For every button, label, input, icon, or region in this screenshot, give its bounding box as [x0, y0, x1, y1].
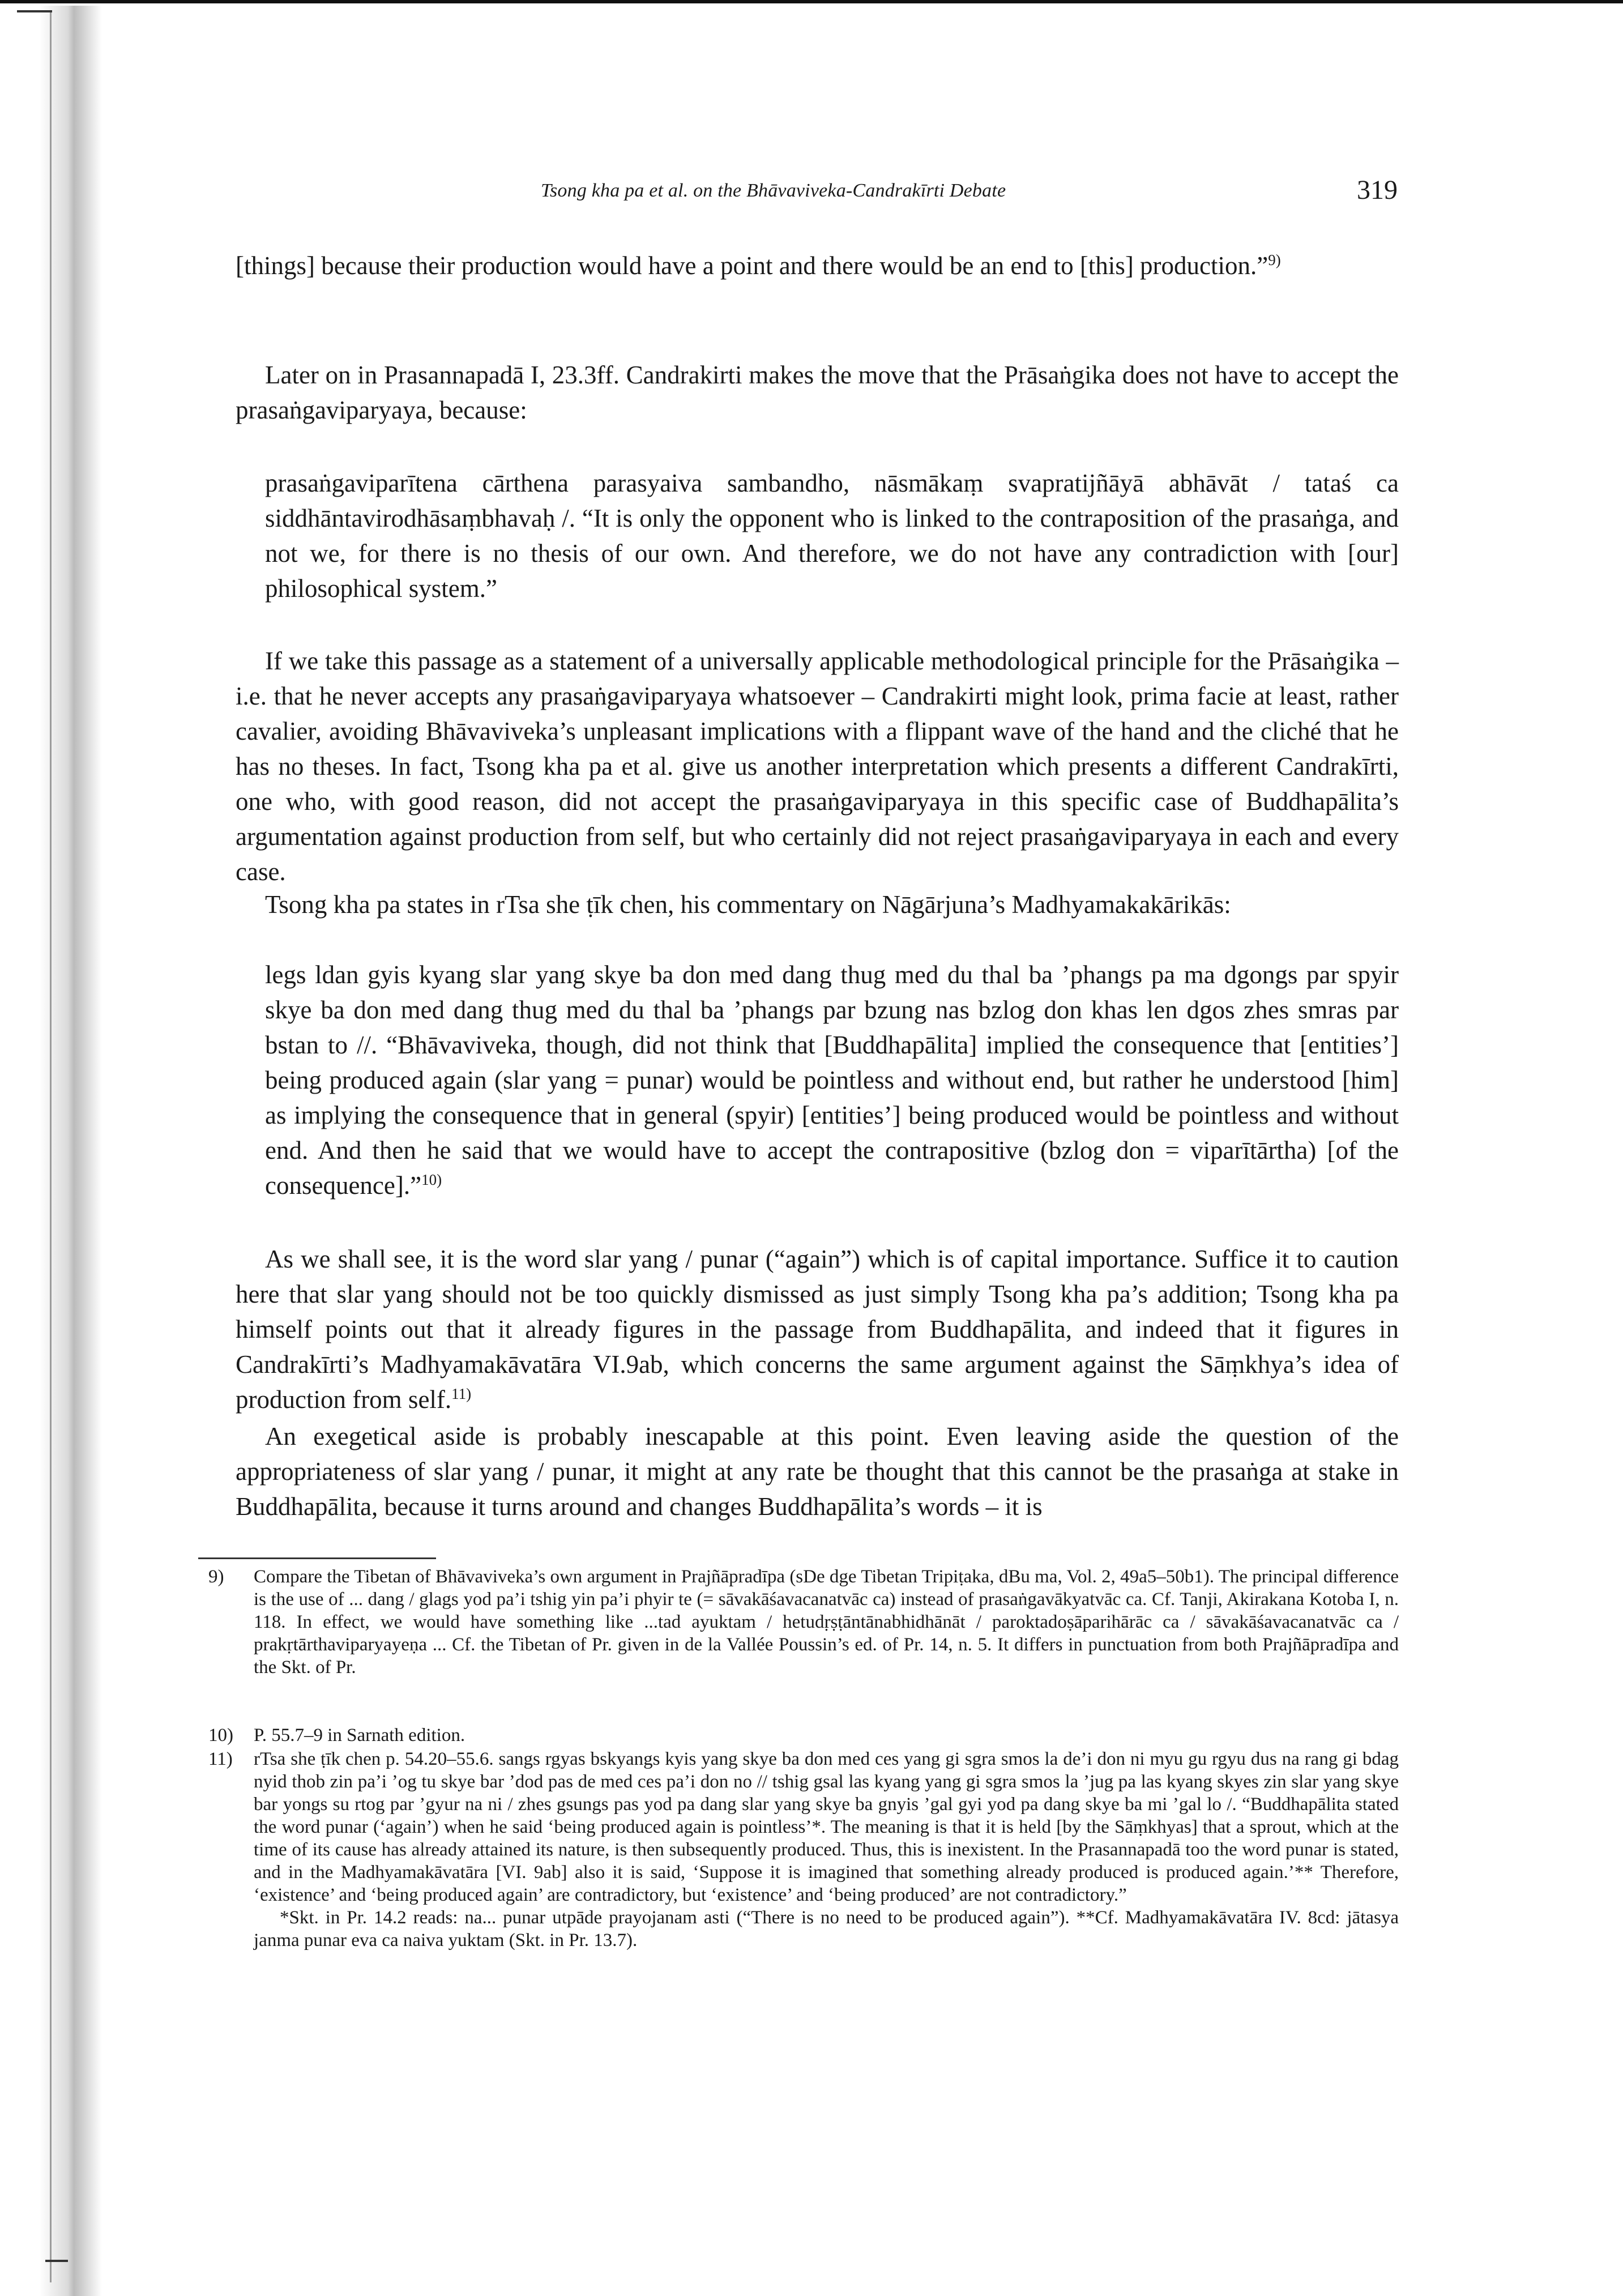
- scan-binding-mark: [45, 2260, 68, 2262]
- footnote: [208, 1748, 1399, 1952]
- block-quote: prasaṅgaviparītena cārthena parasyaiva sambandho, nāsmākaṃ svapratijñāyā abhāvāt / tataś ca siddhāntavirodhāsaṃbhavaḥ /. “It is only the opponent who is linked to the contraposition of the prasaṅga, and not we, for there is no thesis of our own. And therefore, we do not have any contradiction with [our] philosophical system.”: [265, 469, 1399, 603]
- running-head: Tsong kha pa et al. on the Bhāvaviveka-Candrakīrti Debate: [541, 180, 1006, 201]
- paragraph: Later on in Prasannapadā I, 23.3ff. Candrakirti makes the move that the Prāsaṅgika does not have to accept the prasaṅgaviparyaya, because:: [236, 361, 1399, 424]
- scan-top-edge: [0, 0, 1623, 3]
- footnote-rule: [198, 1557, 436, 1559]
- scan-binding-mark: [17, 10, 52, 12]
- page-number: 319: [1357, 175, 1398, 205]
- paragraph: [236, 248, 1399, 283]
- block-quote-text: legs ldan gyis kyang slar yang skye ba don med dang thug med du thal ba ’phangs pa ma dgongs par spyir skye ba don med dang thug med du thal ba ’phangs par bzung nas bzlog don khas len dgos zhes smras par bstan to //. “Bhāvaviveka, though, did not think that [Buddhapālita] implied the consequence that [entities’] being produced again (slar yang = punar) would be pointless and without end, but rather he understood [him] as implying the consequence that in general (spyir) [entities’] being produced would be pointless and without end. And then he said that we would have to accept the contrapositive (bzlog don = viparītārtha) [of the consequence].”: [265, 961, 1399, 1200]
- paragraph: Tsong kha pa states in rTsa she ṭīk chen, his commentary on Nāgārjuna’s Madhyamakakārikās:: [265, 890, 1231, 919]
- footnote-subnote: *Skt. in Pr. 14.2 reads: na... punar utpāde prayojanam asti (“There is no need to be produced again”). **Cf. Madhyamakāvatāra IV. 8cd: jātasya janma punar eva ca naiva yuktam (Skt. in Pr. 13.7).: [254, 1907, 1399, 1951]
- paragraph: [236, 1241, 1399, 1417]
- paragraph: If we take this passage as a statement of a universally applicable methodological principle for the Prāsaṅgika – i.e. that he never accepts any prasaṅgaviparyaya whatsoever – Candrakirti might look, prima facie at least, rather cavalier, avoiding Bhāvaviveka’s unpleasant implications with a flippant wave of the hand and the cliché that he has no theses. In fact, Tsong kha pa et al. give us another interpretation which presents a different Candrakīrti, one who, with good reason, did not accept the prasaṅgaviparyaya in this specific case of Buddhapālita’s argumentation against production from self, but who certainly did not reject prasaṅgaviparyaya in each and every case.: [236, 647, 1399, 886]
- scan-binding-shadow: [40, 6, 102, 2296]
- footnote-number: 9): [208, 1567, 224, 1587]
- footnote-ref: 11): [451, 1385, 472, 1402]
- footnote: [208, 1724, 1399, 1747]
- footnote-text: rTsa she ṭīk chen p. 54.20–55.6. sangs rgyas bskyangs kyis yang skye ba don med ces yang gi sgra smos la de’i don ni myu gu rgyu dus na rang gi bdag nyid thob zin pa’i ’og tu skye bar ’dod pas de med ces pa’i don no // tshig gsal las kyang yang gi sgra smos la ’jug pa las kyang skyes zin slar yang skye bar yongs su rtog par ’gyur na ni / zhes gsungs pas yod pa dang slar yang skye ba gnyis ’gal gyi yod pa dang skye ba mi ’gal lo /. “Buddhapālita stated the word punar (‘again’) when he said ‘being produced again is pointless’*. The meaning is that it is held [by the Sāṃkhyas] that a sprout, which at the time of its cause has already attained its nature, is then subsequently produced. Thus, this is inexistent. In the Prasannapadā too the word punar is stated, and in the Madhyamakāvatāra [VI. 9ab] also it is said, ‘Suppose it is imagined that something already produced is produced again.’** Therefore, ‘existence’ and ‘being produced again’ are contradictory, but ‘existence’ and ‘being produced’ are not contradictory.”: [254, 1749, 1399, 1905]
- footnote-number: 10): [208, 1725, 233, 1746]
- paragraph: An exegetical aside is probably inescapable at this point. Even leaving aside the question of the appropriateness of slar yang / punar, it might at any rate be thought that this cannot be the prasaṅga at stake in Buddhapālita, because it turns around and changes Buddhapālita’s words – it is: [236, 1422, 1399, 1521]
- footnote-number: 11): [208, 1749, 233, 1769]
- footnote-text: P. 55.7–9 in Sarnath edition.: [254, 1725, 465, 1746]
- paragraph-text: As we shall see, it is the word slar yang / punar (“again”) which is of capital importance. Suffice it to caution here that slar yang should not be too quickly dismissed as just simply Tsong kha pa’s addition; Tsong kha pa himself points out that it already figures in the passage from Buddhapālita, and indeed that it figures in Candrakīrti’s Madhyamakāvatāra VI.9ab, which concerns the same argument against the Sāṃkhya’s idea of production from self.: [236, 1245, 1399, 1414]
- footnote-text: Compare the Tibetan of Bhāvaviveka’s own argument in Prajñāpradīpa (sDe dge Tibetan Tripiṭaka, dBu ma, Vol. 2, 49a5–50b1). The principal difference is the use of ... dang / glags yod pa’i tshig yin pa’i phyir te (= sāvakāśavacanatvāc ca) instead of prasaṅgavākyatvāc ca. Cf. Tanji, Akirakana Kotoba I, n. 118. In effect, we would have something like ...tad ayuktam / hetudṛṣṭāntānabhidhānāt / paroktadoṣāparihārāc ca / sāvakāśavacanatvāc ca / prakṛtārthaviparyayeṇa ... Cf. the Tibetan of Pr. given in de la Vallée Poussin’s ed. of Pr. 14, n. 5. It differs in punctuation from both Prajñāpradīpa and the Skt. of Pr.: [254, 1567, 1399, 1678]
- footnote-ref: 9): [1268, 251, 1281, 268]
- footnote: [208, 1565, 1399, 1679]
- footnote-ref: 10): [421, 1171, 442, 1188]
- paragraph-text: [things] because their production would have a point and there would be an end to [this] production.”: [236, 251, 1268, 280]
- scan-binding-line: [50, 11, 52, 2282]
- block-quote: [265, 957, 1399, 1203]
